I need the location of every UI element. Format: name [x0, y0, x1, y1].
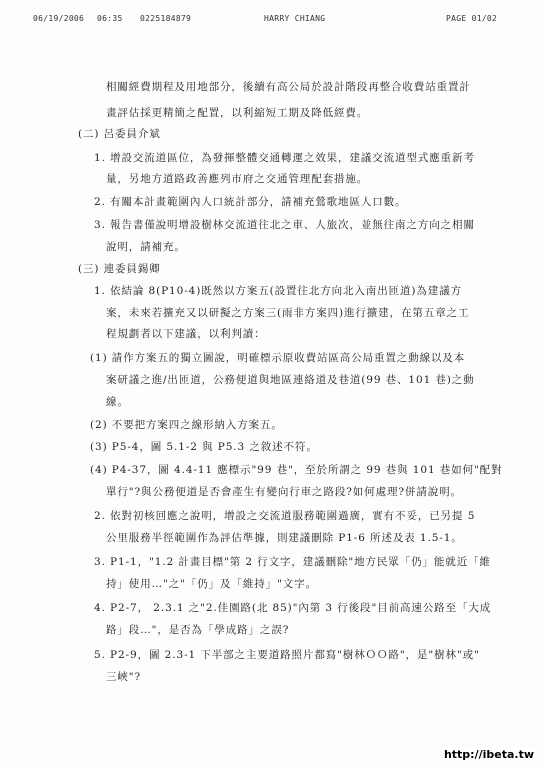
list-item: 持」使用…"之"「仍」及「維持」"文字。: [106, 578, 317, 590]
fax-time: 06:35: [97, 14, 123, 23]
sub-item: (2) 不要把方案四之線形納入方案五。: [90, 419, 283, 431]
sub-item: (4) P4-37，圖 4.4-11 應標示"99 巷"，至於所謂之 99 巷與 101 巷如何"配對: [90, 464, 503, 476]
sub-item: (3) P5-4，圖 5.1-2 與 P5.3 之敘述不符。: [90, 441, 318, 453]
watermark-link[interactable]: http://ibeta.tw: [441, 747, 537, 762]
sub-item: 案研議之進/出匝道，公務便道與地區連絡道及巷道(99 巷、101 巷)之動: [106, 374, 475, 386]
list-item: 1. 依結論 8(P10-4)既然以方案五(設置往北方向北入南出匝道)為建議方: [94, 285, 463, 297]
section-heading: (二) 呂委員介斌: [78, 128, 161, 140]
fax-sender: HARRY CHIANG: [264, 14, 326, 23]
list-item: 公里服務半徑範圍作為評估準據，則建議刪除 P1-6 所述及表 1.5-1。: [106, 532, 463, 544]
list-item: 2. 依對初核回應之說明，增設之交流道服務範圍過廣，實有不妥，已另提 5: [94, 510, 476, 522]
list-item: 5. P2-9，圖 2.3-1 下半部之主要道路照片都寫"樹林ＯＯ路"，是"樹林"或": [94, 649, 480, 661]
fax-page-number: PAGE 01/02: [446, 14, 498, 23]
sub-item: (1) 請作方案五的獨立圖說，明確標示原收費站區高公局重置之動線以及本: [90, 352, 466, 364]
list-item: 3. P1-1，"1.2 計畫目標"第 2 行文字，建議刪除"地方民眾「仍」能就近「維: [94, 556, 491, 568]
list-item: 量，另地方道路政善應列市府之交通管理配套措施。: [106, 173, 369, 185]
list-item: 案，未來若擴充又以研擬之方案三(雨非方案四)進行擴建，在第五章之工: [106, 307, 470, 319]
list-item: 三峽"?: [106, 671, 142, 683]
list-item: 路」段…"，是否為「學成路」之誤?: [106, 624, 290, 636]
list-item: 4. P2-7， 2.3.1 之"2.佳園路(北 85)"內第 3 行後段"目前高速公路至「大成: [94, 602, 492, 614]
list-item: 1. 增設交流道區位，為發揮整體交通轉運之效果，建議交流道型式應重新考: [94, 152, 475, 164]
sub-item: 線。: [106, 396, 129, 408]
fax-header: [0, 14, 543, 28]
section-heading: (三) 連委員錫卿: [78, 263, 161, 275]
fax-date: 06/19/2006: [33, 14, 85, 23]
list-item: 2. 有關本計畫範圍內人口統計部分，請補充鶯歌地區人口數。: [94, 196, 407, 208]
list-item: 說明，請補充。: [106, 241, 186, 253]
list-item: 程規劃者以下建議，以利判讀：: [106, 328, 266, 340]
sub-item: 單行"?與公務便道是否會產生有變向行車之路段?如何處理?併請說明。: [106, 486, 462, 498]
list-item: 3. 報告書僅說明增設樹林交流道往北之車、人旅次，並無往南之方向之相關: [94, 219, 475, 231]
intro-line: 畫評估採更精簡之配置，以利縮短工期及降低經費。: [106, 107, 369, 119]
intro-line: 相關經費期程及用地部分，後續有高公局於設計階段再整合收費站重置計: [106, 81, 471, 93]
fax-number: 0225184879: [140, 14, 192, 23]
